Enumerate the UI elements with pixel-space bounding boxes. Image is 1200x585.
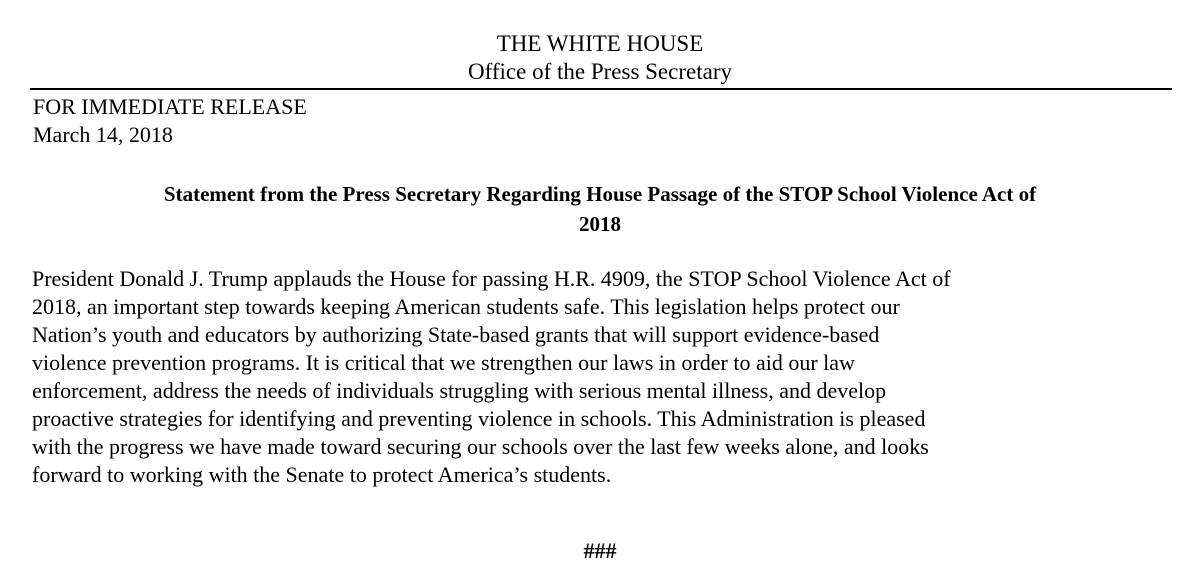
body-line: 2018, an important step towards keeping American students safe. This legislation helps protect our <box>32 294 900 319</box>
headline-line: 2018 <box>579 212 621 236</box>
release-label: FOR IMMEDIATE RELEASE <box>33 94 307 119</box>
release-date: March 14, 2018 <box>33 122 173 147</box>
body-line: Nation’s youth and educators by authorizing State-based grants that will support evidence-based <box>32 322 880 347</box>
body-line: President Donald J. Trump applauds the House for passing H.R. 4909, the STOP School Violence Act of <box>32 266 951 291</box>
end-marker: ### <box>583 538 617 563</box>
body-line: proactive strategies for identifying and preventing violence in schools. This Administration is pleased <box>32 406 926 431</box>
office-name: Office of the Press Secretary <box>468 59 732 84</box>
body-line: forward to working with the Senate to protect America’s students. <box>32 462 612 487</box>
organization-name: THE WHITE HOUSE <box>496 31 704 56</box>
body-line: violence prevention programs. It is critical that we strengthen our laws in order to aid our law <box>32 350 855 375</box>
body-line: with the progress we have made toward securing our schools over the last few weeks alone, and looks <box>32 434 929 459</box>
headline-line: Statement from the Press Secretary Regarding House Passage of the STOP School Violence Act of <box>163 182 1037 206</box>
statement-headline <box>30 179 1170 239</box>
header-divider <box>30 88 1172 90</box>
statement-body <box>32 265 1182 489</box>
body-line: enforcement, address the needs of individuals struggling with serious mental illness, and develop <box>32 378 887 403</box>
